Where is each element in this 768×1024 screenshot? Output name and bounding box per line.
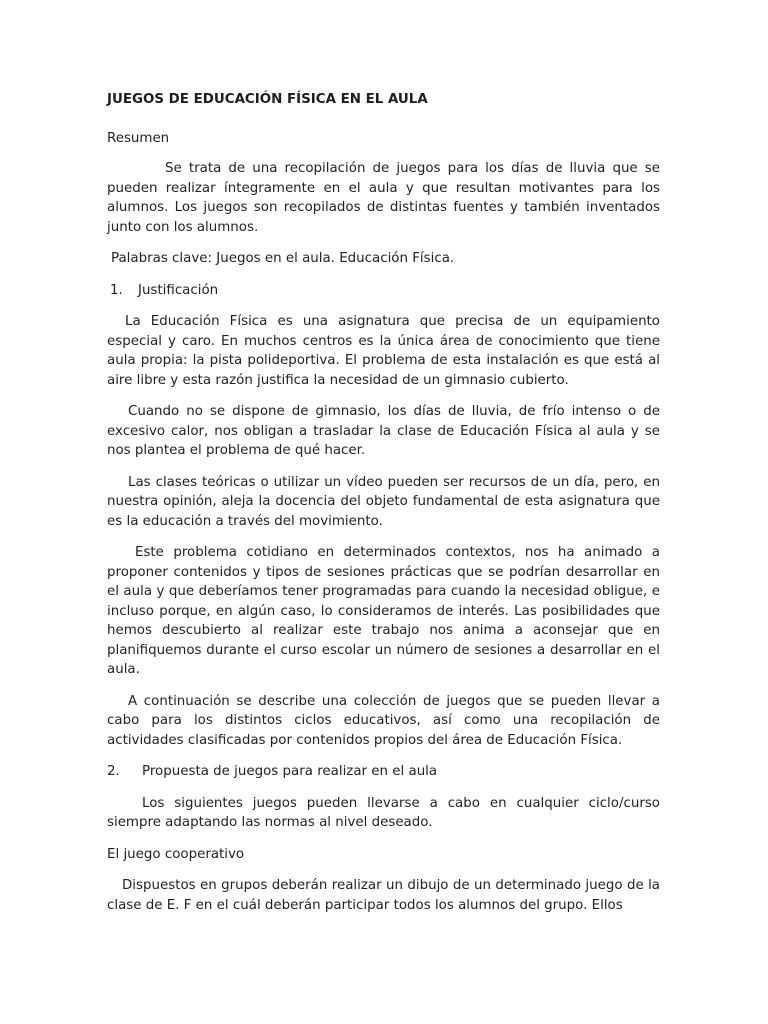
justificacion-paragraph-2: Cuando no se dispone de gimnasio, los días de lluvia, de frío intenso o de excesivo calor, nos obligan a trasladar la clase de Educación Física al aula y se nos plantea el problema de qué hacer.: [107, 404, 660, 458]
section-heading-justificacion: [107, 281, 660, 301]
subsection-heading: El juego cooperativo: [107, 846, 245, 862]
document-page: [107, 90, 660, 915]
section-title: Propuesta de juegos para realizar en el aula: [142, 764, 438, 779]
document-title: JUEGOS DE EDUCACIÓN FÍSICA EN EL AULA: [107, 92, 428, 107]
keywords-line: Palabras clave: Juegos en el aula. Educación Física.: [111, 251, 455, 266]
justificacion-paragraph-1: La Educación Física es una asignatura que precisa de un equipamiento especial y caro. En muchos centros es la única área de conocimiento que tiene aula propia: la pista polideportiva. El problema de esta instalación es que está al aire libre y esta razón justifica la necesidad de un gimnasio cubierto.: [107, 314, 660, 388]
resumen-heading: Resumen: [107, 130, 170, 146]
justificacion-paragraph-5: A continuación se describe una colección de juegos que se pueden llevar a cabo para los distintos ciclos educativos, así como una recopilación de actividades clasificadas por contenidos propios del área de Educación Física.: [107, 693, 660, 748]
propuesta-paragraph: Los siguientes juegos pueden llevarse a cabo en cualquier ciclo/curso siempre adaptando las normas al nivel deseado.: [107, 795, 660, 830]
resumen-paragraph: Se trata de una recopilación de juegos para los días de lluvia que se pueden realizar íntegramente en el aula y que resultan motivantes para los alumnos. Los juegos son recopilados de distintas fuentes y también inventados junto con los alumnos.: [107, 161, 660, 235]
section-heading-propuesta: [107, 762, 660, 782]
section-number: 1.: [110, 282, 123, 298]
section-title: Justificación: [138, 282, 219, 298]
cooperativo-paragraph: Dispuestos en grupos deberán realizar un dibujo de un determinado juego de la clase de E. F en el cuál deberán participar todos los alumnos del grupo. Ellos: [107, 878, 660, 913]
justificacion-paragraph-4: Este problema cotidiano en determinados contextos, nos ha animado a proponer contenidos y tipos de sesiones prácticas que se podrían desarrollar en el aula y que deberíamos tener programadas para cuando la necesidad obligue, e incluso porque, en algún caso, lo consideramos de interés. Las posibilidades que hemos descubierto al realizar este trabajo nos anima a aconsejar que en planifiquemos durante el curso escolar un número de sesiones a desarrollar en el aula.: [107, 545, 660, 677]
section-number: 2.: [107, 764, 120, 779]
justificacion-paragraph-3: Las clases teóricas o utilizar un vídeo pueden ser recursos de un día, pero, en nuestra opinión, aleja la docencia del objeto fundamental de esta asignatura que es la educación a través del movimiento.: [107, 474, 660, 529]
